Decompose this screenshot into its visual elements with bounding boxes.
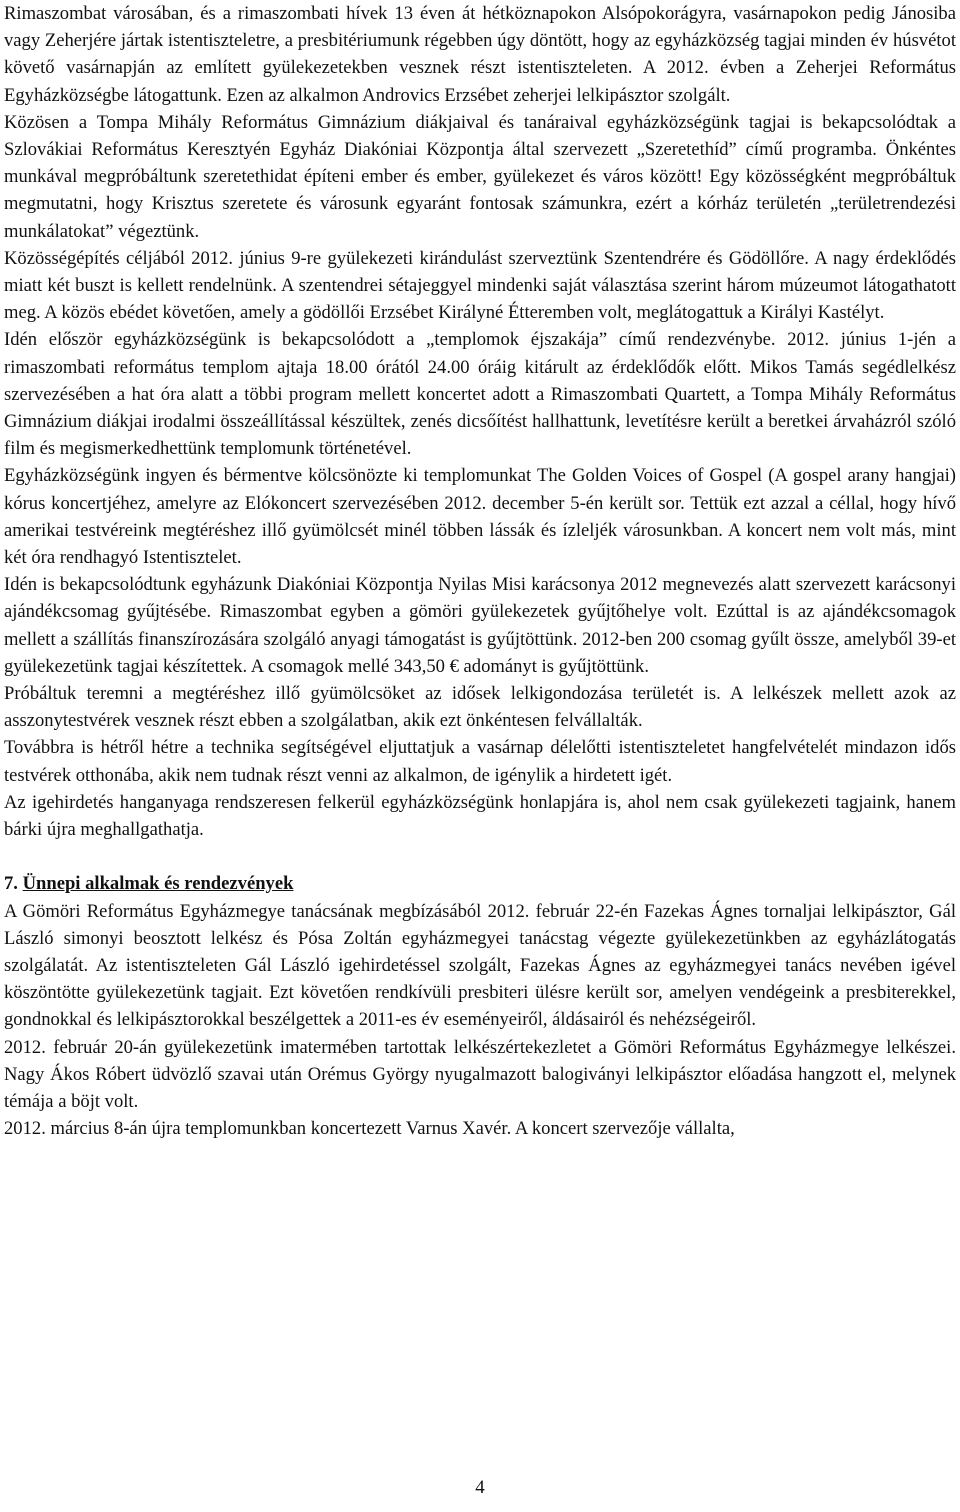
section-title: Ünnepi alkalmak és rendezvények	[22, 873, 294, 895]
paragraph-website: Az igehirdetés hanganyaga rendszeresen felkerül egyházközségünk honlapjára is, ahol nem csak gyülekezeti tagjaink, hanem bárki újra meghallgathatja.	[4, 791, 956, 841]
paragraph-audio-recordings: Továbbra is hétről hétre a technika segítségével eljuttatjuk a vasárnap délelőtti istentiszteletet hangfelvételét mindazon idős testvérek otthonába, akik nem tudnak részt venni az alkalmon, de igénylik a hirdetett igét.	[4, 737, 956, 786]
paragraph-easter-visits: Rimaszombat városában, és a rimaszombati hívek 13 éven át hétköznapokon Alsópokorágyra, vasárnapokon pedig Jánosiba vagy Zeherjére jártak istentiszteletre, a presbitériumunk régebben úgy döntött, hogy az egyházközség tagjai minden év húsvétot követő vasárnapján az említett gyülekezetekben vesznek részt istentiszteleten. A 2012. évben a Zeherjei Református Egyházközségbe látogattunk. Ezen az alkalmon Androvics Erzsébet zeherjei lelkipásztor szolgált.	[4, 3, 956, 106]
page-number: 4	[475, 1477, 485, 1498]
paragraph-szeretethid: Közösen a Tompa Mihály Református Gimnázium diákjaival és tanáraival egyházközségünk tagjai is bekapcsolódtak a Szlovákiai Református Keresztyén Egyház Diakóniai Központja által szervezett „Szeretethíd” című programba. Önkéntes munkával megpróbáltunk szeretethidat építeni ember és ember, gyülekezet és város között! Egy közösségként megpróbáltuk megmutatni, hogy Krisztus szeretete és városunk egyaránt fontosak számunkra, ezért a kórház területén „területrendezési munkálatokat” végeztünk.	[4, 111, 956, 242]
paragraph-gospel-concert: Egyházközségünk ingyen és bérmentve kölcsönözte ki templomunkat The Golden Voices of Gospel (A gospel arany hangjai) kórus koncertjéhez, amelyre az Elókoncert szervezésében 2012. december 5-én került sor. Tettük ezt azzal a céllal, hogy hívő amerikai testvéreink megtéréshez illő gyümölcsét minél többen lássák és ízleljék városunkban. A koncert nem volt más, mint két óra rendhagyó Istentisztelet.	[4, 465, 956, 569]
paragraph-pastoral-conference: 2012. február 20-án gyülekezetünk imatermében tartottak lelkészértekezletet a Gömöri Református Egyházmegye lelkészei. Nagy Ákos Róbert üdvözlő szavai után Orémus György nyugalmazott balogiványi lelkipásztor előadása hangzott el, melynek témája a böjt volt.	[4, 1036, 956, 1112]
paragraph-varnus-concert: 2012. március 8-án újra templomunkban koncertezett Varnus Xavér. A koncert szervezője vállalta,	[4, 1118, 735, 1140]
paragraph-christmas-packages: Idén is bekapcsolódtunk egyházunk Diakóniai Központja Nyilas Misi karácsonya 2012 megnevezés alatt szervezett karácsonyi ajándékcsomag gyűjtésébe. Rimaszombat egyben a gömöri gyülekezetek gyűjtőhelye volt. Ezúttal is az ajándékcsomagok mellett a szállítás finanszírozására szolgáló anyagi támogatást is gyűjtöttünk. 2012-ben 200 csomag gyűlt össze, amelyből 39-et gyülekezetünk tagjai készítettek. A csomagok mellé 343,50 € adományt is gyűjtöttünk.	[4, 574, 956, 677]
paragraph-church-visitation: A Gömöri Református Egyházmegye tanácsának megbízásából 2012. február 22-én Fazekas Ágnes tornaljai lelkipásztor, Gál László simonyi beosztott lelkész és Pósa Zoltán egyházmegyei tanácstag végezte gyülekezetünkben az egyházlátogatás szolgálatát. Az istentiszteleten Gál László igehirdetéssel szolgált, Fazekas Ágnes az egyházmegyei tanács nevében igével köszöntötte gyülekezetünk tagjait. Ezt követően rendkívüli presbiteri ülésre került sor, amelyen vendégeink a presbiterekkel, gondnokkal és lelkipásztorokkal beszélgettek a 2011-es év eseményeiről, áldásairól és nehézségeiről.	[4, 900, 956, 1031]
paragraph-elderly-care: Próbáltuk teremni a megtéréshez illő gyümölcsöket az idősek lelkigondozása területét is. A lelkészek mellett azok az asszonytestvérek vesznek részt ebben a szolgálatban, akik ezt önkéntesen felvállalták.	[4, 683, 956, 732]
section-number: 7.	[4, 873, 23, 895]
paragraph-night-of-churches: Idén először egyházközségünk is bekapcsolódott a „templomok éjszakája” című rendezvénybe. 2012. június 1-jén a rimaszombati református templom ajtaja 18.00 órától 24.00 óráig kitárult az érdeklődők előtt. Mikos Tamás segédlelkész szervezésében a hat óra alatt a többi program mellett koncertet adott a Rimaszombati Quartett, a Tompa Mihály Református Gimnázium diákjai irodalmi összeállítással készültek, zenés dicsőítést hallhattunk, levetítésre került a beretkei árvaházról szóló film és megismerkedhettünk templomunk történetével.	[4, 329, 956, 460]
paragraph-excursion: Közösségépítés céljából 2012. június 9-re gyülekezeti kirándulást szerveztünk Szentendrére és Gödöllőre. A nagy érdeklődés miatt két buszt is kellett rendelnünk. A szentendrei sétajeggyel mindenki saját választása szerint három múzeumot látogathatott meg. A közös ebédet követően, amely a gödöllői Erzsébet Királyné Étteremben volt, meglátogattuk a Királyi Kastélyt.	[4, 247, 956, 324]
section-gap	[4, 843, 956, 870]
section-heading	[4, 870, 956, 897]
document-body	[4, 0, 956, 1142]
